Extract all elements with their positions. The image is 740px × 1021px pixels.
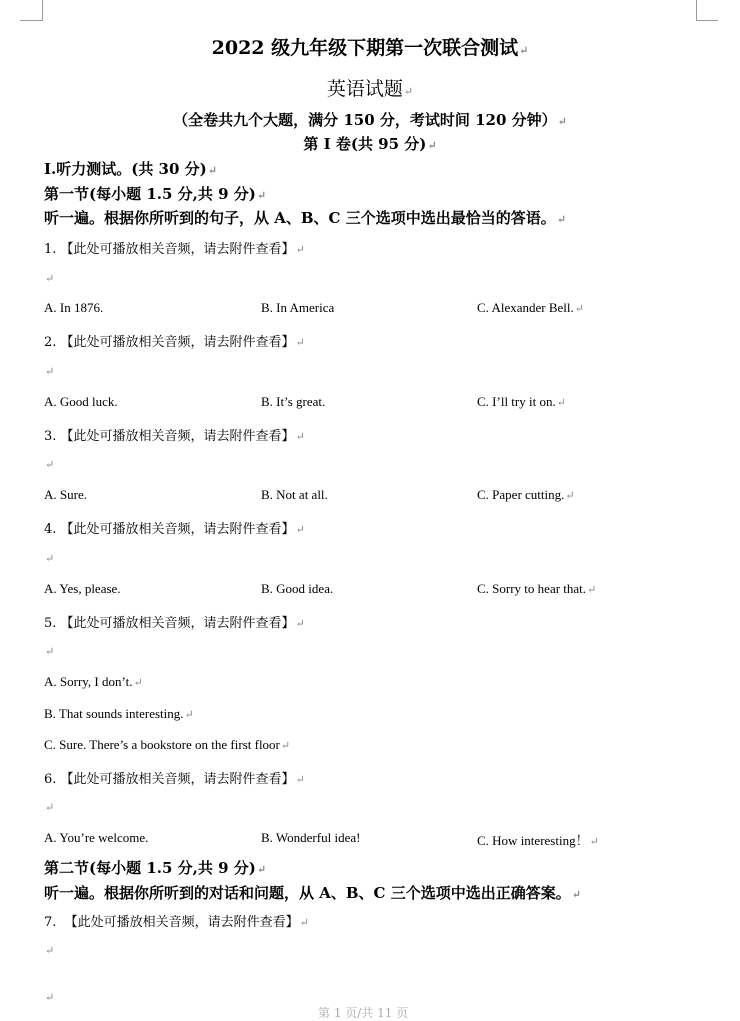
q4-option-b: B. Good idea.: [261, 581, 334, 596]
question-6: 6. 【此处可播放相关音频，请去附件查看】↵: [44, 772, 305, 787]
q6-option-a: A. You’re welcome.: [44, 830, 149, 845]
question-2: 2. 【此处可播放相关音频，请去附件查看】↵: [44, 335, 305, 350]
q6-option-b: B. Wonderful idea!: [261, 830, 361, 845]
exam-title: 2022 级九年级下期第一次联合测试↵: [211, 37, 529, 59]
volume-heading: 第 I 卷(共 95 分)↵: [303, 135, 437, 153]
q1-option-c: C. Alexander Bell.↵: [477, 300, 584, 315]
section1-heading: 第一节(每小题 1.5 分,共 9 分)↵: [44, 185, 267, 203]
q3-option-a: A. Sure.: [44, 487, 87, 502]
q4-option-c: C. Sorry to hear that.↵: [477, 581, 597, 596]
q5-option-c: C. Sure. There’s a bookstore on the first floor↵: [44, 737, 291, 752]
page-footer: 第 1 页/共 11 页: [318, 1006, 409, 1020]
q1-option-b: B. In America: [261, 300, 335, 315]
section1-instruction: 听一遍。根据你所听到的句子，从 A、B、C 三个选项中选出最恰当的答语。↵: [44, 209, 566, 227]
exam-info: （全卷共九个大题，满分 150 分，考试时间 120 分钟）↵: [173, 111, 567, 129]
empty-line: ↵: [45, 272, 55, 285]
crop-mark-left: [42, 0, 43, 20]
empty-line: ↵: [45, 552, 55, 565]
crop-mark-right: [696, 0, 697, 20]
section2-instruction: 听一遍。根据你所听到的对话和问题，从 A、B、C 三个选项中选出正确答案。↵: [44, 884, 581, 902]
empty-line: ↵: [45, 801, 55, 814]
question-3: 3. 【此处可播放相关音频，请去附件查看】↵: [44, 429, 305, 444]
empty-line: ↵: [45, 944, 55, 957]
q1-option-a: A. In 1876.: [44, 300, 104, 315]
q2-option-c: C. I’ll try it on.↵: [477, 394, 566, 409]
q5-option-b: B. That sounds interesting.↵: [44, 706, 194, 721]
question-1: 1. 【此处可播放相关音频，请去附件查看】↵: [44, 242, 305, 257]
exam-subtitle: 英语试题↵: [326, 78, 414, 100]
crop-mark-right-h: [696, 20, 718, 21]
empty-line: ↵: [45, 991, 55, 1004]
question-5: 5. 【此处可播放相关音频，请去附件查看】↵: [44, 616, 305, 631]
q2-option-b: B. It’s great.: [261, 394, 326, 409]
q2-option-a: A. Good luck.: [44, 394, 118, 409]
empty-line: ↵: [45, 365, 55, 378]
section2-heading: 第二节(每小题 1.5 分,共 9 分)↵: [44, 859, 267, 877]
empty-line: ↵: [45, 645, 55, 658]
empty-line: ↵: [45, 458, 55, 471]
q5-option-a: A. Sorry, I don’t.↵: [44, 674, 143, 689]
q6-option-c: C. How interesting！↵: [477, 833, 599, 848]
part1-heading: I.听力测试。(共 30 分)↵: [44, 160, 217, 178]
q3-option-c: C. Paper cutting.↵: [477, 487, 575, 502]
q4-option-a: A. Yes, please.: [44, 581, 121, 596]
question-4: 4. 【此处可播放相关音频，请去附件查看】↵: [44, 522, 305, 537]
question-7: 7. 【此处可播放相关音频，请去附件查看】↵: [44, 915, 309, 930]
crop-mark-left-h: [20, 20, 43, 21]
q3-option-b: B. Not at all.: [261, 487, 328, 502]
